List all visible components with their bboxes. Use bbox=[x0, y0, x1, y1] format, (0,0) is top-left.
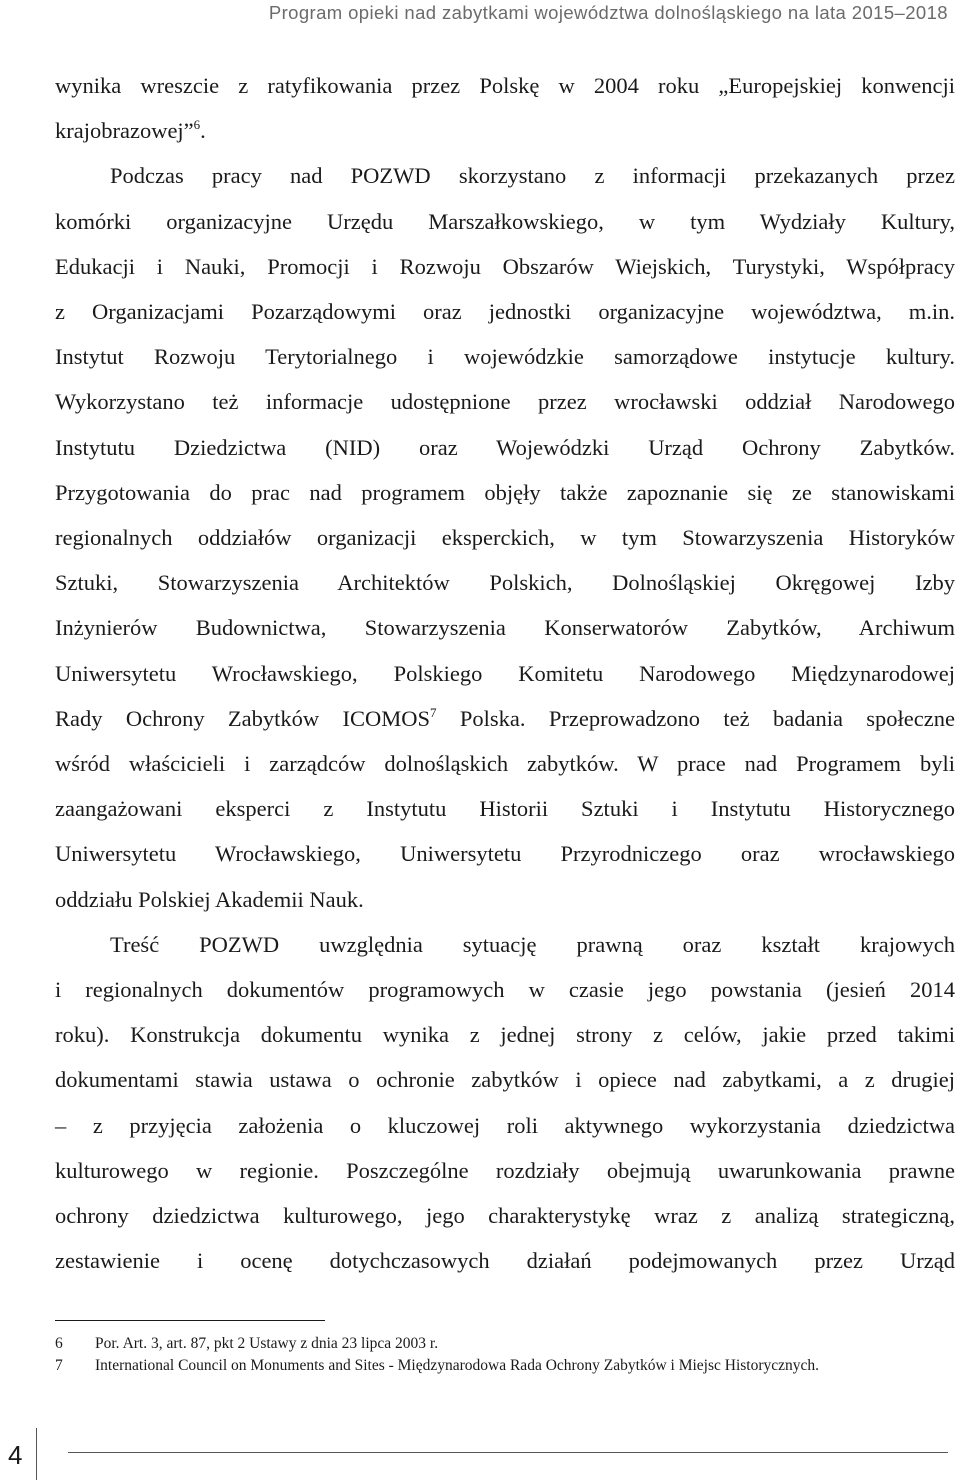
footnote-number: 7 bbox=[55, 1357, 63, 1374]
text-fragment: . bbox=[200, 118, 206, 144]
text-line: Inżynierów Budownictwa, Stowarzyszenia Konserwatorów Zabytków, Archiwum bbox=[55, 615, 955, 641]
text-line: wynika wreszcie z ratyfikowania przez Polskę w 2004 roku „Europejskiej konwencji bbox=[55, 73, 955, 98]
text-line: komórki organizacyjne Urzędu Marszałkowskiego, w tym Wydziały Kultury, bbox=[55, 208, 955, 234]
text-line: i regionalnych dokumentów programowych w czasie jego powstania (jesień 2014 bbox=[55, 977, 955, 1003]
text-line: regionalnych oddziałów organizacji eksperckich, w tym Stowarzyszenia Historyków bbox=[55, 525, 955, 551]
text-line: Uniwersytetu Wrocławskiego, Polskiego Komitetu Narodowego Międzynarodowej bbox=[55, 660, 955, 686]
paragraph-2 bbox=[55, 153, 955, 921]
text-fragment: Rady Ochrony Zabytków ICOMOS bbox=[55, 705, 431, 731]
text-line: oddziału Polskiej Akademii Nauk. bbox=[55, 886, 364, 912]
text-line: dokumentami stawia ustawa o ochronie zabytków i opiece nad zabytkami, a z drugiej bbox=[55, 1067, 955, 1093]
text-fragment: Polska. Przeprowadzono też badania społeczne bbox=[436, 705, 955, 731]
page-number: 4 bbox=[8, 1440, 23, 1470]
text-line: Instytutu Dziedzictwa (NID) oraz Wojewódzki Urząd Ochrony Zabytków. bbox=[55, 434, 955, 460]
running-header: Program opieki nad zabytkami województwa dolnośląskiego na lata 2015–2018 bbox=[268, 2, 948, 23]
footnote-ref-7: 7 bbox=[430, 704, 437, 720]
text-line: Treść POZWD uwzględnia sytuację prawną oraz kształt krajowych bbox=[110, 931, 955, 957]
text-line: Instytut Rozwoju Terytorialnego i wojewódzkie samorządowe instytucje kultury. bbox=[55, 344, 955, 370]
footnote-text: International Council on Monuments and Sites - Międzynarodowa Rada Ochrony Zabytków i Miejsc Historycznych. bbox=[95, 1357, 820, 1374]
text-line: roku). Konstrukcja dokumentu wynika z jednej strony z celów, jakie przed takimi bbox=[55, 1022, 955, 1048]
page-number-divider bbox=[36, 1428, 37, 1480]
footnote-6 bbox=[55, 1333, 935, 1355]
body-text bbox=[55, 63, 955, 1283]
footnote-separator bbox=[55, 1320, 325, 1321]
text-line bbox=[55, 108, 955, 153]
text-line: ochrony dziedzictwa kulturowego, jego charakterystykę wraz z analizą strategiczną, bbox=[55, 1203, 955, 1229]
text-line: Edukacji i Nauki, Promocji i Rozwoju Obszarów Wiejskich, Turystyki, Współpracy bbox=[55, 253, 955, 279]
text-line: kulturowego w regionie. Poszczególne rozdziały obejmują uwarunkowania prawne bbox=[55, 1157, 955, 1183]
text-line: Podczas pracy nad POZWD skorzystano z informacji przekazanych przez bbox=[110, 163, 955, 189]
footnote-number: 6 bbox=[55, 1335, 63, 1352]
text-line: wśród właścicieli i zarządców dolnośląskich zabytków. W prace nad Programem byli bbox=[55, 751, 955, 777]
text-line: Uniwersytetu Wrocławskiego, Uniwersytetu Przyrodniczego oraz wrocławskiego bbox=[55, 841, 955, 867]
text-line: Przygotowania do prac nad programem objęły także zapoznanie się ze stanowiskami bbox=[55, 479, 955, 505]
text-line: Wykorzystano też informacje udostępnione przez wrocławski oddział Narodowego bbox=[55, 389, 955, 415]
paragraph-3 bbox=[55, 922, 955, 1284]
text-line: zaangażowani eksperci z Instytutu Historii Sztuki i Instytutu Historycznego bbox=[55, 796, 955, 822]
footer-rule bbox=[68, 1452, 948, 1453]
footnotes bbox=[55, 1333, 935, 1377]
paragraph-1 bbox=[55, 63, 955, 153]
text-fragment: krajobrazowej” bbox=[55, 118, 194, 144]
footnote-7 bbox=[55, 1355, 935, 1377]
footnote-ref-6: 6 bbox=[193, 117, 201, 133]
text-line: z Organizacjami Pozarządowymi oraz jednostki organizacyjne województwa, m.in. bbox=[55, 299, 955, 325]
footnote-text: Por. Art. 3, art. 87, pkt 2 Ustawy z dnia 23 lipca 2003 r. bbox=[95, 1335, 439, 1352]
text-line bbox=[55, 696, 955, 741]
text-line: – z przyjęcia założenia o kluczowej roli aktywnego wykorzystania dziedzictwa bbox=[55, 1112, 955, 1138]
text-line: Sztuki, Stowarzyszenia Architektów Polskich, Dolnośląskiej Okręgowej Izby bbox=[55, 570, 955, 596]
text-line: zestawienie i ocenę dotychczasowych działań podejmowanych przez Urząd bbox=[55, 1248, 955, 1274]
